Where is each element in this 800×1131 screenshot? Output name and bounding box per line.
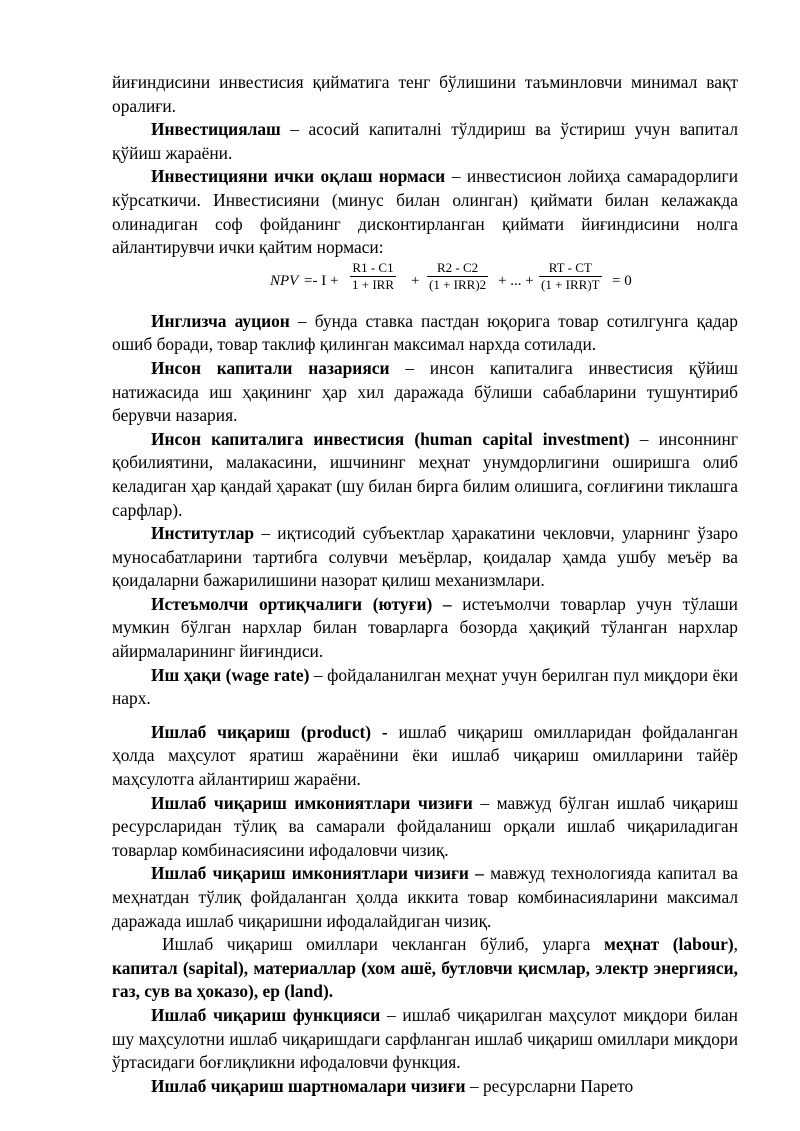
definition: – иқтисодий субъектлар ҳаракатини чекловчи, уларнинг ўзаро муносабатларини тартибга солувчи меъёрлар, қоидалар ҳамда ушбу меъёр ва қоидаларни бажарилишини назорат қилиш механизмлари.	[112, 523, 738, 591]
definition: – бунда ставка пастдан юқорига товар сотилгунга қадар ошиб боради, товар таклиф қилинган максимал нархда сотилади.	[112, 310, 738, 355]
term: Ишлаб чиқариш имкониятлари чизиғи –	[151, 863, 484, 884]
entry-production-function	[112, 1004, 738, 1075]
term: Инвестициялаш	[151, 119, 281, 140]
fraction-1-numerator: R1 - C1	[350, 260, 396, 277]
fraction-3	[539, 260, 602, 293]
paragraph-factors	[112, 933, 738, 1004]
fraction-2-numerator: R2 - C2	[427, 260, 488, 277]
definition: – ресурсларни Парето	[465, 1075, 634, 1096]
fraction-1-denominator: 1 + IRR	[352, 276, 395, 292]
text: Ишлаб чиқариш омиллари чекланган бўлиб, уларга	[162, 934, 605, 955]
fraction-2-denominator: (1 + IRR)2	[429, 276, 487, 292]
formula-dots: + ... +	[498, 272, 534, 289]
entry-production	[112, 721, 738, 792]
definition: – инвестисион лойиҳа самарадорлиги кўрсаткичи. Инвестисияни (минус билан олинган) қиймати билан келажакда олинадиган соф фойданинг дисконтирланган қиймати йиғиндисини нолга айлантирувчи ички қайтим нормаси:	[112, 166, 738, 258]
entry-ppf-2	[112, 862, 738, 933]
paragraph-text: йиғиндисини инвестисия қийматига тенг бўлишини таъминловчи минимал вақт оралиғи.	[112, 72, 738, 116]
term: Истеъмолчи ортиқчалиги (ютуғи) –	[151, 593, 452, 614]
entry-english-auction	[112, 310, 738, 357]
term: Ишлаб чиқариш функцияси	[151, 1004, 381, 1025]
fraction-2	[427, 260, 488, 293]
definition: истеъмолчи товарлар учун тўлаши мумкин бўлган нархлар билан товарларга бозорда ҳақиқий тўланган нархлар айирмаларининг йиғиндиси.	[112, 593, 738, 662]
entry-irr	[112, 165, 738, 259]
entry-ppf-1	[112, 792, 738, 863]
paragraph-continuation	[112, 71, 738, 118]
formula-lhs: NPV	[270, 272, 299, 289]
term: Ишлаб чиқариш шартномалари чизиғи	[151, 1075, 466, 1096]
entry-contract-curve	[112, 1075, 738, 1099]
fraction-1	[350, 260, 396, 293]
entry-institutions	[112, 522, 738, 593]
fraction-3-denominator: (1 + IRR)T	[541, 276, 600, 292]
definition: – асосий капиталнi тўлдириш ва ўстириш учун вапитал қўйиш жараёни.	[112, 119, 738, 163]
formula-plus: +	[411, 272, 420, 289]
definition: – фойдаланилган меҳнат учун берилган пул миқдори ёки нарх.	[112, 664, 739, 709]
definition: ишлаб чиқариш омилларидан фойдаланган ҳолда маҳсулот яратиш жараёнини ёки ишлаб чиқариш омилларини тайёр маҳсулотга айлантириш жараёни.	[112, 721, 738, 790]
definition: мавжуд технологияда капитал ва меҳнатдан тўлиқ фойдаланган ҳолда иккита товар комбинасияларини максимал даражада ишлаб чиқаришни ифодалайдиган чизиқ.	[112, 863, 738, 931]
term: Институтлар	[151, 523, 255, 544]
term: Инсон капитали назарияси	[151, 357, 390, 378]
term: Инвестицияни ички оқлаш нормаси	[151, 166, 446, 187]
term: Иш ҳақи (wage rate)	[151, 664, 310, 685]
term: Инсон капиталига инвестисия (human capital investment)	[151, 428, 630, 449]
term: Ишлаб чиқариш имкониятлари чизиғи	[151, 792, 473, 813]
definition: – инсоннинг қобилиятини, малакасини, ишчининг меҳнат унумдорлигини оширишга олиб келадиган ҳар қандай ҳаракат (шу билан бирга билим олишига, соғлиғини тиклашга сарфлар).	[112, 428, 738, 520]
definition: – ишлаб чиқарилган маҳсулот миқдори билан шу маҳсулотни ишлаб чиқаришдаги сарфланган ишлаб чиқариш омиллари миқдори ўртасидаги боғлиқликни ифодаловчи функция.	[112, 1004, 738, 1073]
entry-wage-rate	[112, 664, 738, 711]
entry-investitsiyalash	[112, 118, 738, 165]
entry-human-capital-theory	[112, 357, 738, 428]
formula-rhs: = 0	[612, 272, 632, 289]
definition: – инсон капиталига инвестисия қўйиш натижасида иш ҳақининг ҳар хил даражада бўлиши сабабларини тушунтириб берувчи назария.	[112, 357, 738, 426]
term: Ишлаб чиқариш (product) -	[151, 721, 388, 742]
definition: – мавжуд бўлган ишлаб чиқариш ресурсларидан тўлиқ ва самарали фойдаланиш орқали ишлаб чиқариладиган товарлар комбинасиясини ифодаловчи чизиқ.	[112, 792, 739, 860]
term-labour: меҳнат (labour)	[604, 934, 734, 955]
fraction-3-numerator: RT - CT	[539, 260, 602, 277]
npv-formula	[112, 260, 738, 310]
term-capital-materials-land: капитал (sapital), материаллар (хом ашё, бутловчи қисмлар, электр энергияси, газ, сув ва ҳоказо), ер (land).	[112, 957, 738, 1002]
formula-start: =- I +	[304, 272, 339, 289]
entry-human-capital-investment	[112, 428, 738, 522]
term: Инглизча ауцион	[151, 310, 290, 331]
text: ,	[733, 934, 738, 955]
entry-consumer-surplus	[112, 593, 738, 664]
